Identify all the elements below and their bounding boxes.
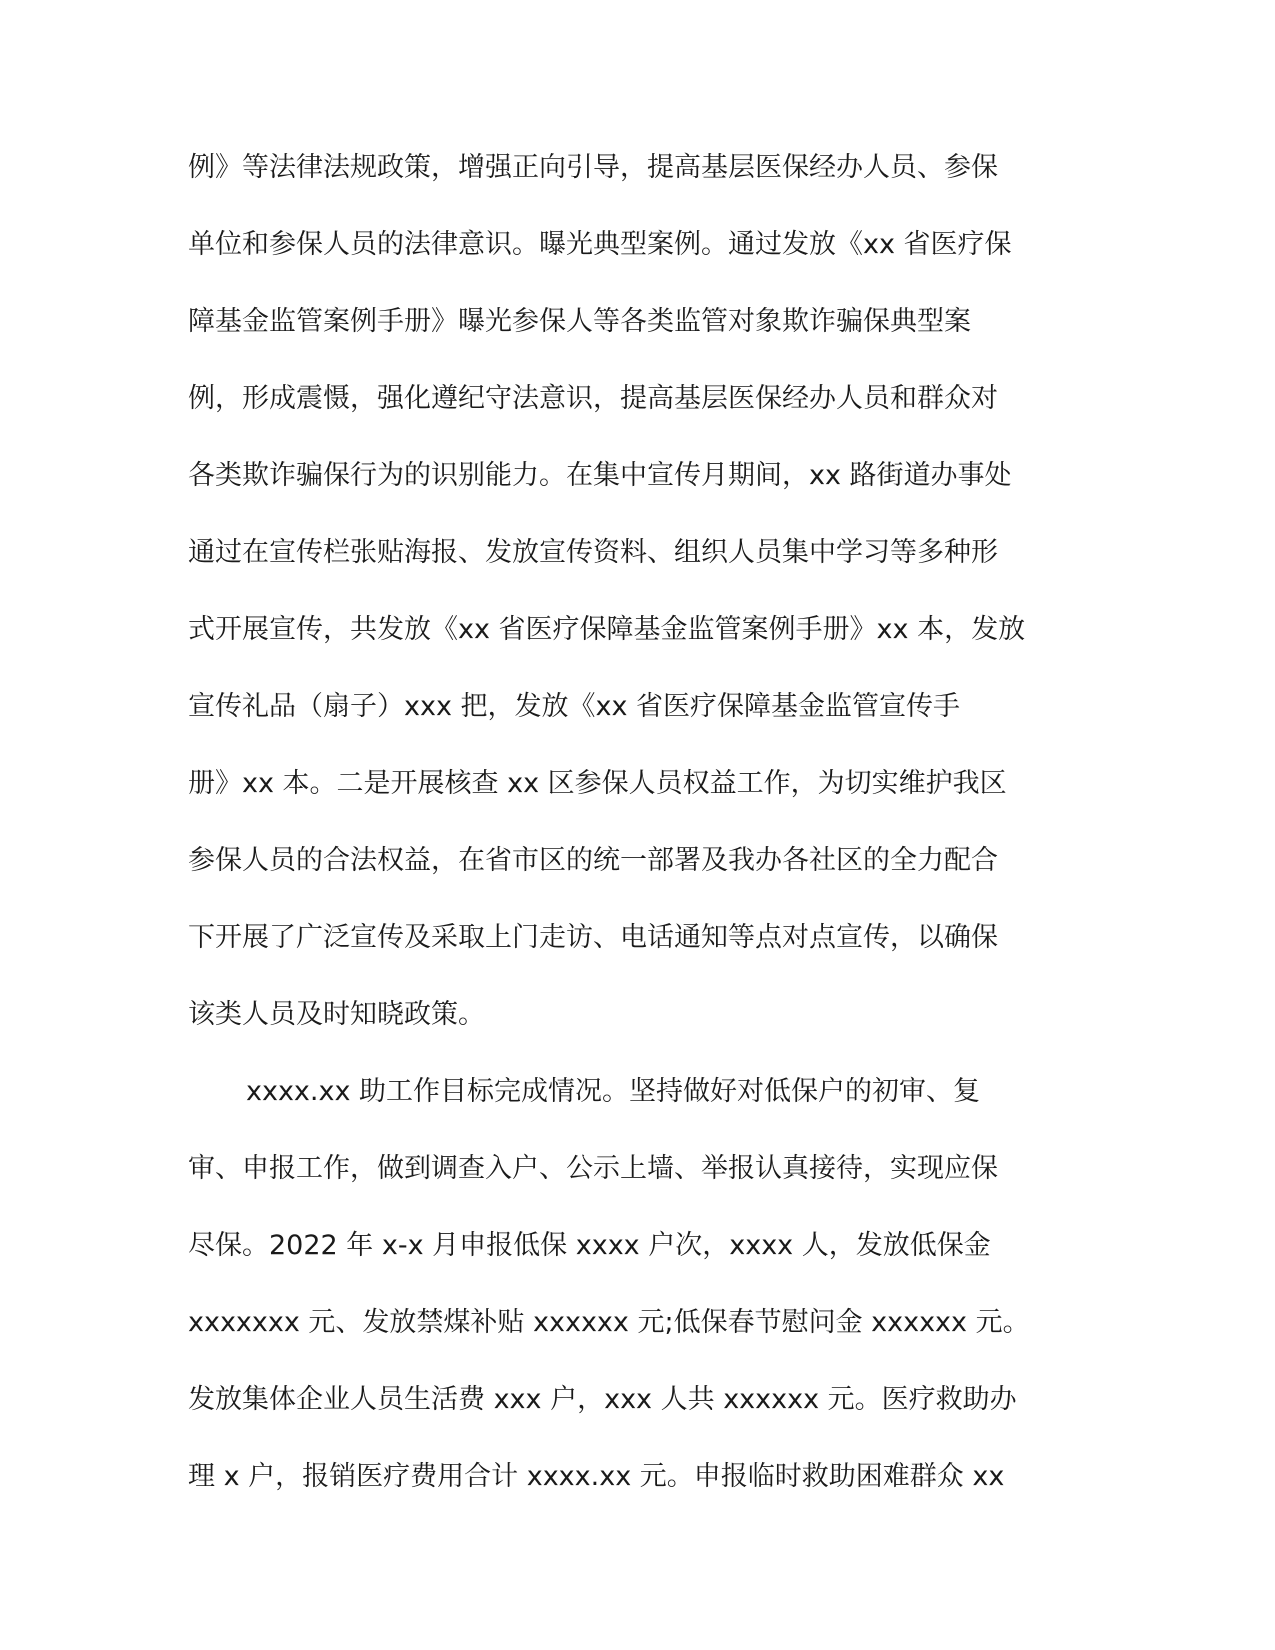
text-line-7: 式开展宣传，共发放《xx 省医疗保障基金监管案例手册》xx 本，发放 — [188, 614, 1026, 645]
text-line-16: xxxxxxx 元、发放禁煤补贴 xxxxxx 元;低保春节慰问金 xxxxxx 元。 — [188, 1307, 1030, 1338]
paragraph-2-first-line: xxxx.xx 助工作目标完成情况。坚持做好对低保户的初审、复 — [246, 1076, 981, 1107]
text-line-3: 障基金监管案例手册》曝光参保人等各类监管对象欺诈骗保典型案 — [188, 306, 971, 337]
text-line-17: 发放集体企业人员生活费 xxx 户，xxx 人共 xxxxxx 元。医疗救助办 — [188, 1384, 1017, 1415]
text-line-1: 例》等法律法规政策，增强正向引导，提高基层医保经办人员、参保 — [188, 152, 998, 183]
text-line-18: 理 x 户，报销医疗费用合计 xxxx.xx 元。申报临时救助困难群众 xx — [188, 1461, 1005, 1492]
text-line-8: 宣传礼品（扇子）xxx 把，发放《xx 省医疗保障基金监管宣传手 — [188, 691, 961, 722]
text-line-14: 审、申报工作，做到调查入户、公示上墙、举报认真接待，实现应保 — [188, 1153, 998, 1184]
text-line-4: 例，形成震慑，强化遵纪守法意识，提高基层医保经办人员和群众对 — [188, 383, 998, 414]
text-line-11: 下开展了广泛宣传及采取上门走访、电话通知等点对点宣传，以确保 — [188, 922, 998, 953]
text-line-15: 尽保。2022 年 x-x 月申报低保 xxxx 户次，xxxx 人，发放低保金 — [188, 1230, 991, 1261]
text-line-2: 单位和参保人员的法律意识。曝光典型案例。通过发放《xx 省医疗保 — [188, 229, 1012, 260]
text-line-5: 各类欺诈骗保行为的识别能力。在集中宣传月期间，xx 路街道办事处 — [188, 460, 1012, 491]
text-line-10: 参保人员的合法权益，在省市区的统一部署及我办各社区的全力配合 — [188, 845, 998, 876]
document-body — [188, 145, 1118, 1531]
text-line-9: 册》xx 本。二是开展核查 xx 区参保人员权益工作，为切实维护我区 — [188, 768, 1007, 799]
text-line-12: 该类人员及时知晓政策。 — [188, 999, 485, 1030]
text-line-6: 通过在宣传栏张贴海报、发放宣传资料、组织人员集中学习等多种形 — [188, 537, 998, 568]
